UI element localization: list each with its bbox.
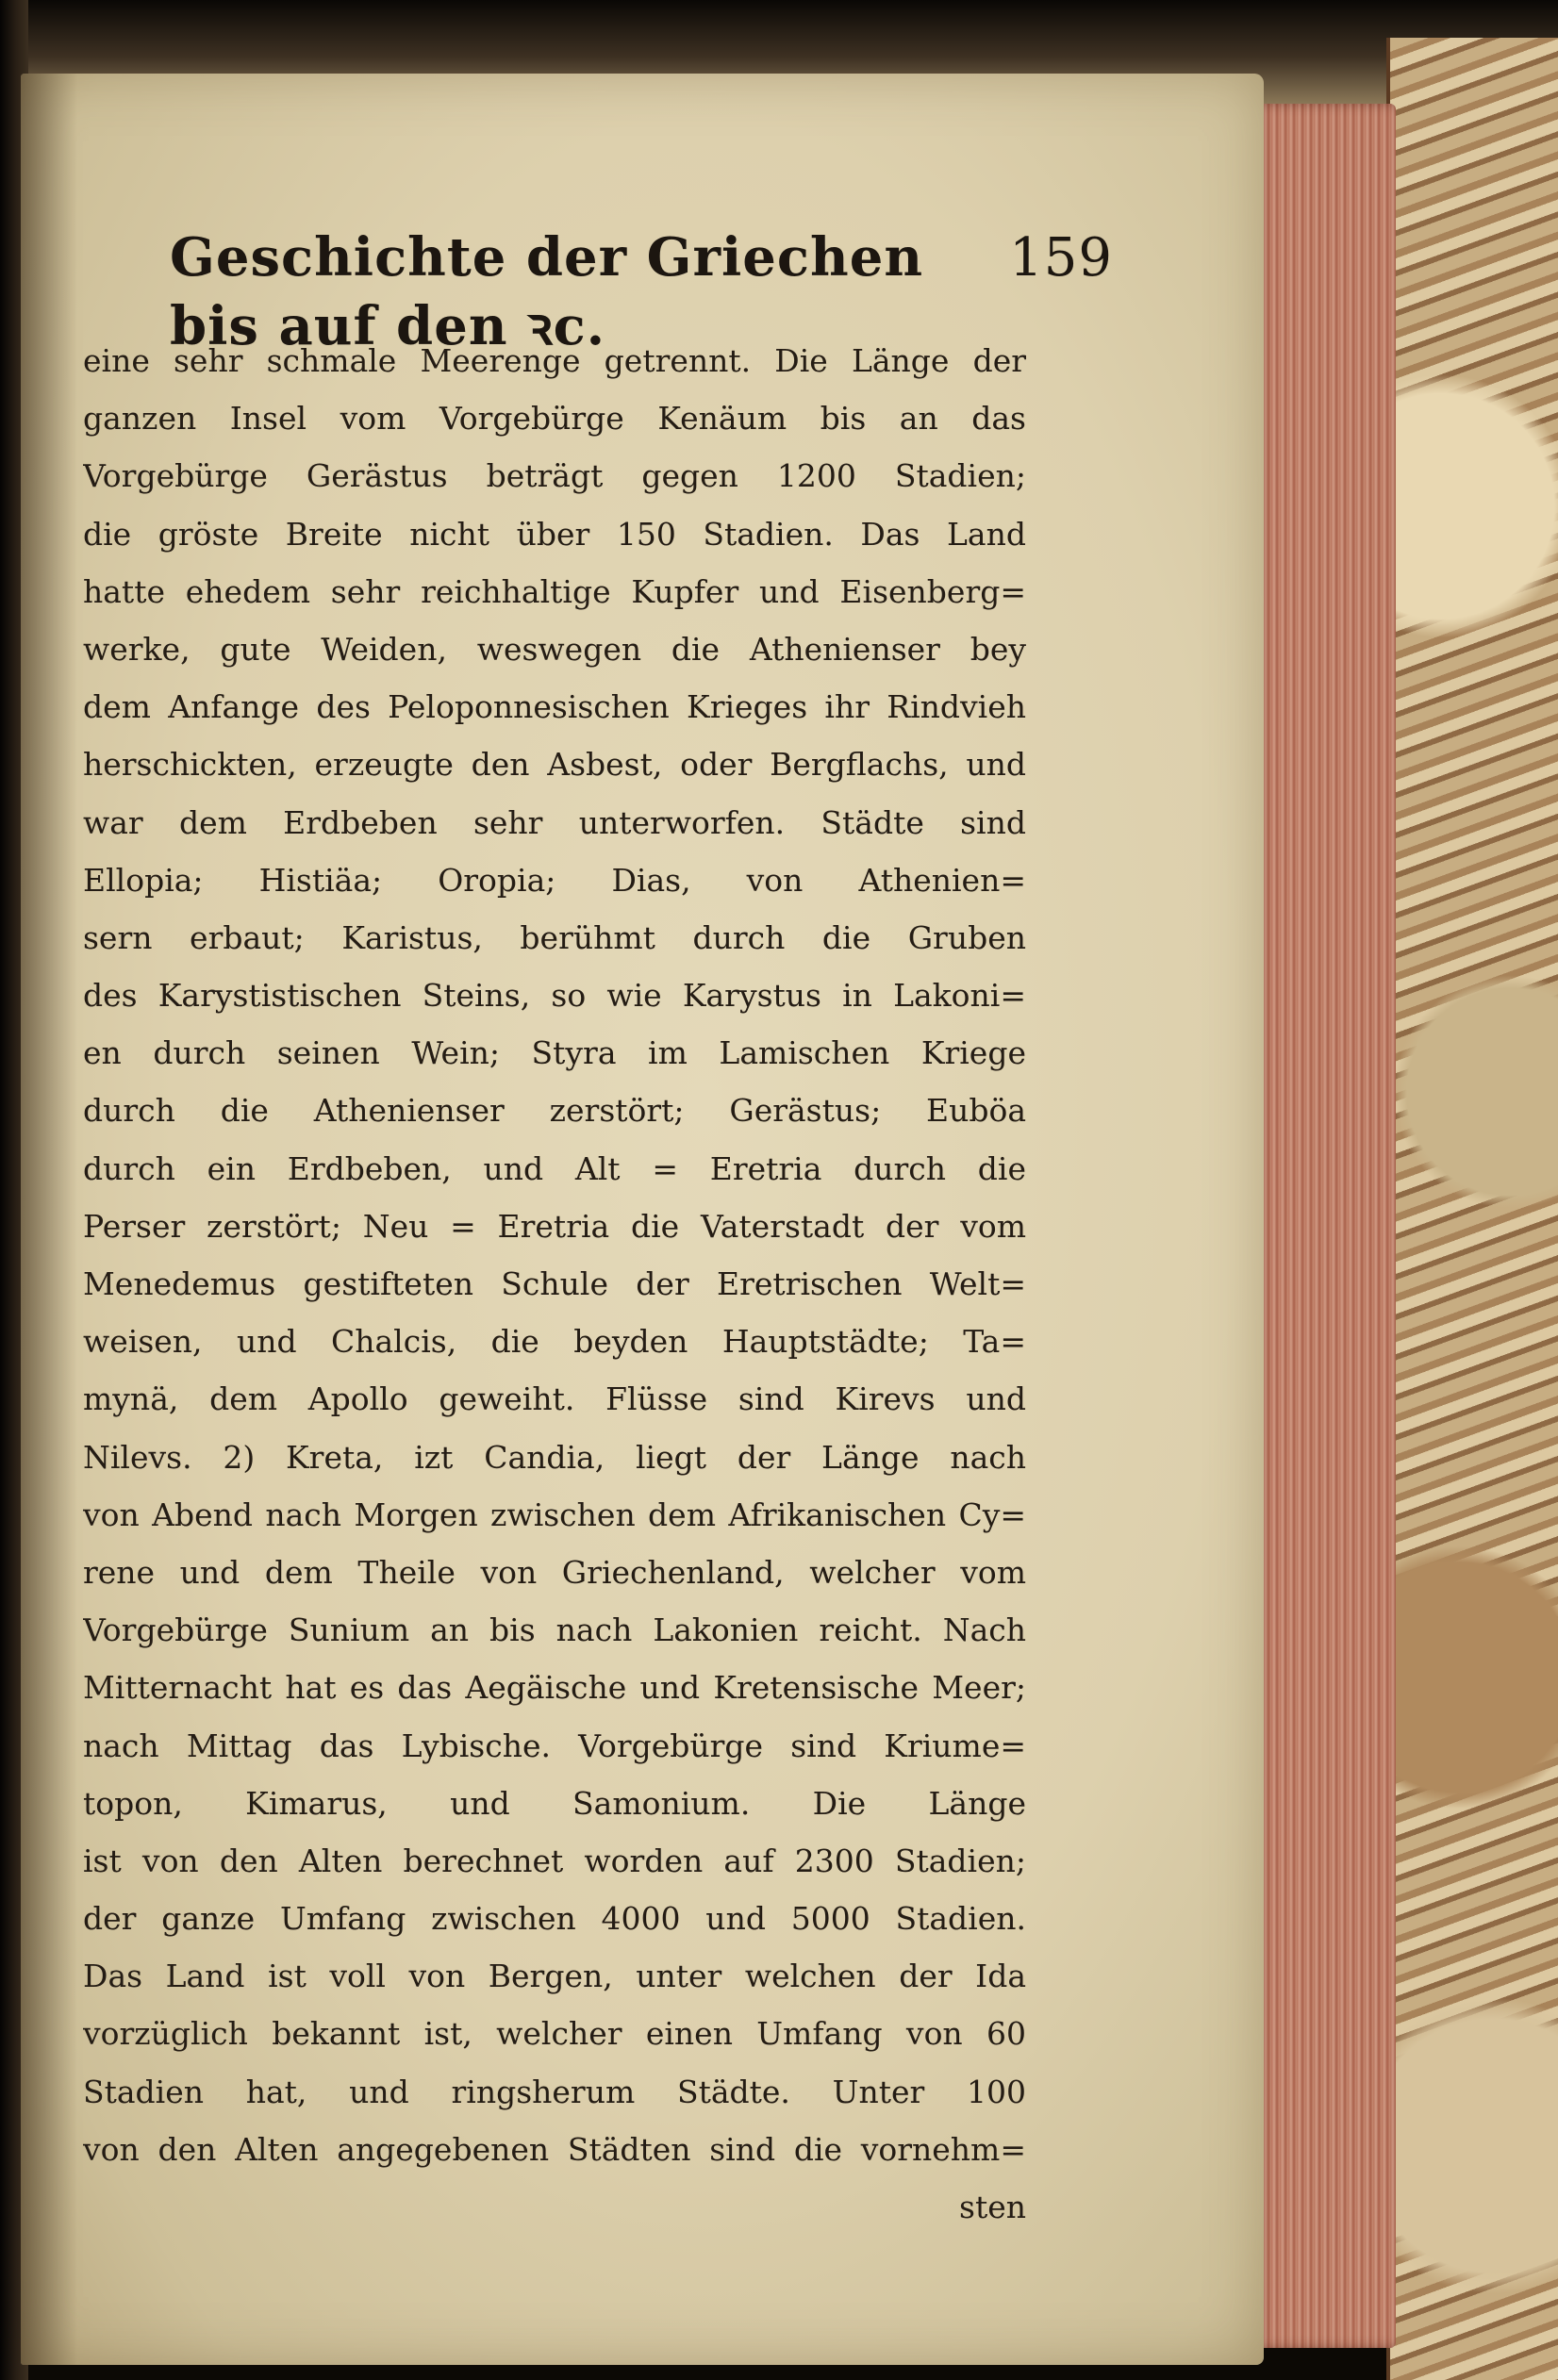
text-line: die gröste Breite nicht über 150 Stadien. Das Land [83, 515, 1026, 553]
text-line: des Karystistischen Steins, so wie Karystus in Lakoni= [83, 977, 1026, 1015]
text-line: Perser zerstört; Neu = Eretria die Vaterstadt der vom [83, 1207, 1026, 1245]
text-line: war dem Erdbeben sehr unterworfen. Städte sind [83, 803, 1026, 841]
text-line: Menedemus gestifteten Schule der Eretrischen Welt= [83, 1265, 1026, 1302]
text-line: von den Alten angegebenen Städten sind die vornehm= [83, 2130, 1026, 2168]
marbled-book-cover [1386, 38, 1558, 2380]
text-line: Nilevs. 2) Kreta, izt Candia, liegt der Länge nach [83, 1438, 1026, 1476]
text-line: ist von den Alten berechnet worden auf 2300 Stadien; [83, 1842, 1026, 1879]
text-line: sten [959, 2189, 1026, 2225]
running-head [170, 226, 1113, 357]
binding-gutter-shadow [21, 74, 77, 2365]
text-line: der ganze Umfang zwischen 4000 und 5000 Stadien. [83, 1900, 1026, 1938]
text-line: ganzen Insel vom Vorgebürge Kenäum bis an das [83, 400, 1026, 438]
text-line: mynä, dem Apollo geweiht. Flüsse sind Kirevs und [83, 1380, 1026, 1418]
text-line: herschickten, erzeugte den Asbest, oder Bergflachs, und [83, 746, 1026, 784]
text-line: durch die Athenienser zerstört; Gerästus; Euböa [83, 1092, 1026, 1130]
text-line: sern erbaut; Karistus, berühmt durch die Gruben [83, 918, 1026, 956]
text-line: vorzüglich bekannt ist, welcher einen Umfang von 60 [83, 2015, 1026, 2053]
text-line: nach Mittag das Lybische. Vorgebürge sind Kriume= [83, 1727, 1026, 1764]
text-line: Stadien hat, und ringsherum Städte. Unter 100 [83, 2073, 1026, 2110]
body-text [83, 332, 1026, 2236]
running-head-title: Geschichte der Griechen bis auf den ꝛc. [170, 226, 924, 357]
text-line: Vorgebürge Gerästus beträgt gegen 1200 Stadien; [83, 457, 1026, 495]
text-line: durch ein Erdbeben, und Alt = Eretria durch die [83, 1149, 1026, 1187]
text-line: en durch seinen Wein; Styra im Lamischen Kriege [83, 1034, 1026, 1072]
text-line: eine sehr schmale Meerenge getrennt. Die Länge der [83, 342, 1026, 379]
text-line: von Abend nach Morgen zwischen dem Afrikanischen Cy= [83, 1496, 1026, 1533]
text-line: Mitternacht hat es das Aegäische und Kretensische Meer; [83, 1669, 1026, 1707]
text-line: hatte ehedem sehr reichhaltige Kupfer und Eisenberg= [83, 572, 1026, 610]
text-line: Ellopia; Histiäa; Oropia; Dias, von Athenien= [83, 861, 1026, 899]
text-line: weisen, und Chalcis, die beyden Hauptstädte; Ta= [83, 1323, 1026, 1361]
page-number: 159 [1009, 227, 1113, 289]
text-line: werke, gute Weiden, weswegen die Athenienser bey [83, 630, 1026, 668]
text-line: Vorgebürge Sunium an bis nach Lakonien reicht. Nach [83, 1611, 1026, 1649]
text-line: topon, Kimarus, und Samonium. Die Länge [83, 1784, 1026, 1822]
text-line: Das Land ist voll von Bergen, unter welchen der Ida [83, 1958, 1026, 1995]
page-stack-fore-edge [1254, 104, 1396, 2348]
text-line: rene und dem Theile von Griechenland, welcher vom [83, 1553, 1026, 1591]
text-line: dem Anfange des Peloponnesischen Krieges ihr Rindvieh [83, 688, 1026, 726]
